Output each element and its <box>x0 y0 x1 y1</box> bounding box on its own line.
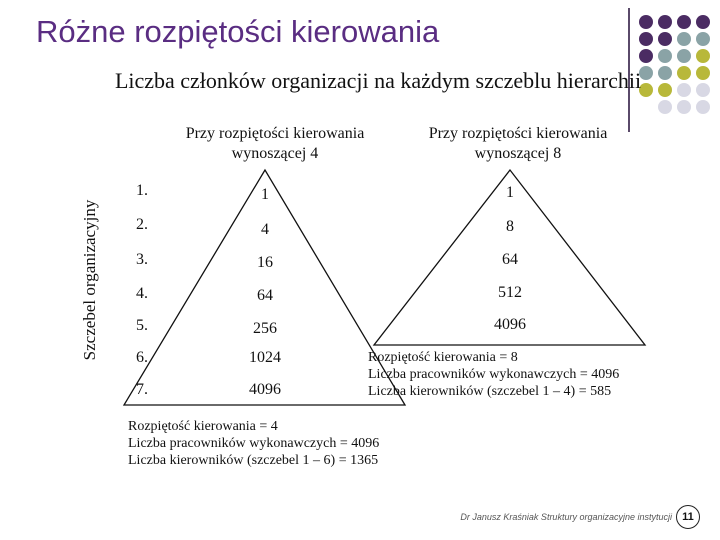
span-4-value: 256 <box>253 320 277 337</box>
page-number: 11 <box>676 505 700 529</box>
span-4-value: 1024 <box>249 349 281 366</box>
level-label: 2. <box>136 216 148 233</box>
span-8-value: 512 <box>498 284 522 301</box>
level-label: 1. <box>136 182 148 199</box>
note-span-4-line: Rozpiętość kierowania = 4 <box>128 419 278 434</box>
footer-text: Dr Janusz Kraśniak Struktury organizacyjne instytucji <box>460 512 672 522</box>
level-label: 5. <box>136 317 148 334</box>
column-header-span-4: Przy rozpiętości kierowania wynoszącej 4 <box>185 125 365 162</box>
span-8-value: 1 <box>506 184 514 201</box>
slide-subtitle: Liczba członków organizacji na każdym szczeblu hierarchii <box>114 68 642 93</box>
column-header-span-8: Przy rozpiętości kierowania wynoszącej 8 <box>428 125 608 162</box>
level-label: 3. <box>136 251 148 268</box>
note-span-8-line: Liczba kierowników (szczebel 1 – 4) = 585 <box>368 384 612 399</box>
note-span-8-line: Rozpiętość kierowania = 8 <box>368 350 518 365</box>
span-4-value: 1 <box>261 186 269 203</box>
level-label: 4. <box>136 285 148 302</box>
note-span-8 <box>368 349 619 400</box>
span-8-value: 64 <box>502 251 518 268</box>
slide-title: Różne rozpiętości kierowania <box>36 14 440 49</box>
level-label: 7. <box>136 381 148 398</box>
level-label: 6. <box>136 349 148 366</box>
span-4-value: 16 <box>257 254 273 271</box>
y-axis-label: Szczebel organizacyjny <box>80 199 99 361</box>
span-4-value: 4 <box>261 221 269 238</box>
note-span-4-line: Liczba kierowników (szczebel 1 – 6) = 1365 <box>128 453 379 468</box>
span-4-value: 64 <box>257 287 273 304</box>
span-8-value: 8 <box>506 218 514 235</box>
span-4-value: 4096 <box>249 381 281 398</box>
note-span-8-line: Liczba pracowników wykonawczych = 4096 <box>368 367 620 382</box>
note-span-4-line: Liczba pracowników wykonawczych = 4096 <box>128 436 380 451</box>
note-span-4 <box>128 418 379 469</box>
span-8-value: 4096 <box>494 316 526 333</box>
